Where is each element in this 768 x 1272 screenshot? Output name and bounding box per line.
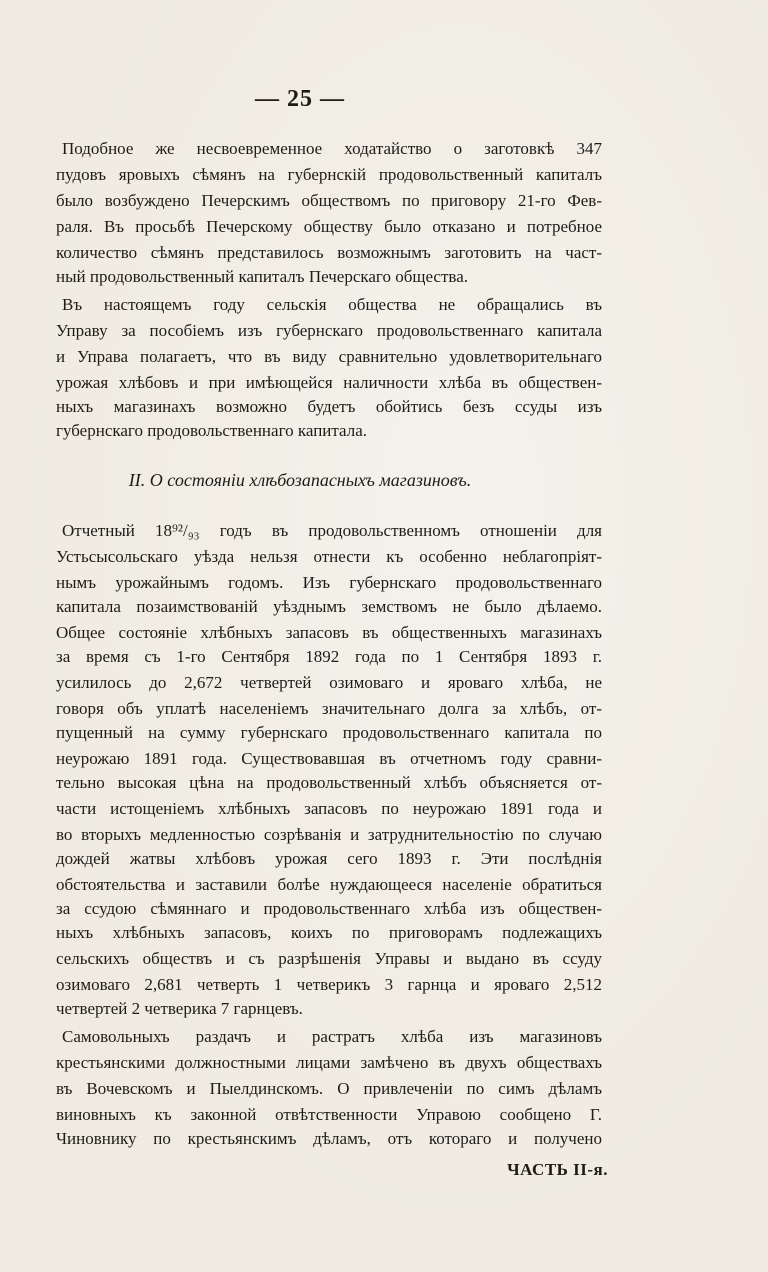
text-line: виновныхъ къ законной отвѣтственности Управою сообщено Г.	[56, 1105, 602, 1124]
text-line: четвертей 2 четверика 7 гарнцевъ.	[56, 999, 303, 1018]
text-line: губернскаго продовольственнаго капитала.	[56, 421, 368, 440]
text-line: сельскихъ обществъ и съ разрѣшенія Управы и выдано въ ссуду	[56, 949, 602, 968]
text-line: капитала позаимствованій уѣзднымъ земствомъ не было дѣлаемо.	[56, 597, 602, 616]
text-line: ныхъ хлѣбныхъ запасовъ, коихъ по приговорамъ подлежащихъ	[56, 923, 602, 942]
text-line: тельно высокая цѣна на продовольственный хлѣбъ объясняется от-	[56, 773, 602, 792]
text-line: дождей жатвы хлѣбовъ урожая сего 1893 г. Эти послѣднія	[56, 849, 602, 868]
text-line: ныхъ магазинахъ возможно будетъ обойтись безъ ссуды изъ	[56, 397, 602, 416]
text-line: нымъ урожайнымъ годомъ. Изъ губернскаго продовольственнаго	[56, 573, 602, 592]
text-line: за ссудою сѣмяннаго и продовольственнаго хлѣба изъ обществен-	[56, 899, 602, 918]
signature-mark: ЧАСТЬ II-я.	[507, 1160, 608, 1179]
page-number: — 25 —	[255, 86, 345, 112]
text-line: крестьянскими должностными лицами замѣчено въ двухъ обществахъ	[56, 1053, 602, 1072]
text-line: Отчетный 18⁹²/₉₃ годъ въ продовольственномъ отношеніи для	[62, 521, 602, 540]
text-line: пудовъ яровыхъ сѣмянъ на губернскій продовольственный капиталъ	[56, 165, 602, 184]
section-heading: II. О состояніи хлѣбозапасныхъ магазиновъ.	[128, 470, 472, 490]
text-line: обстоятельства и заставили болѣе нуждающееся населеніе обратиться	[56, 875, 602, 894]
text-line: количество сѣмянъ представилось возможнымъ заготовить на част-	[56, 243, 602, 262]
text-line: раля. Въ просьбѣ Печерскому обществу было отказано и потребное	[56, 217, 602, 236]
text-line: ный продовольственный капиталъ Печерскаго общества.	[56, 267, 469, 286]
text-line: Чиновнику по крестьянскимъ дѣламъ, отъ котораго и получено	[56, 1129, 602, 1148]
text-line: было возбуждено Печерскимъ обществомъ по приговору 21-го Фев-	[56, 191, 602, 210]
text-line: Общее состояніе хлѣбныхъ запасовъ въ общественныхъ магазинахъ	[56, 623, 602, 642]
text-line: въ Вочевскомъ и Пыелдинскомъ. О привлеченіи по симъ дѣламъ	[56, 1079, 602, 1098]
text-line: пущенный на сумму губернскаго продовольственнаго капитала по	[56, 723, 602, 742]
text-line: неурожаю 1891 года. Существовавшая въ отчетномъ году сравни-	[56, 749, 602, 768]
text-line: Управу за пособіемъ изъ губернскаго продовольственнаго капитала	[56, 321, 602, 340]
text-line: озимоваго 2,681 четверть 1 четверикъ 3 гарнца и яроваго 2,512	[56, 975, 602, 994]
text-line: во вторыхъ медленностью созрѣванія и затруднительностію по случаю	[56, 825, 602, 844]
text-line: и Управа полагаетъ, что въ виду сравнительно удовлетворительнаго	[56, 347, 602, 366]
text-line: Въ настоящемъ году сельскія общества не обращались въ	[62, 295, 602, 314]
text-line: части истощеніемъ хлѣбныхъ запасовъ по неурожаю 1891 года и	[56, 799, 602, 818]
text-line: за время съ 1-го Сентября 1892 года по 1 Сентября 1893 г.	[56, 647, 602, 666]
text-line: говоря объ уплатѣ населеніемъ значительнаго долга за хлѣбъ, от-	[56, 699, 602, 718]
text-line: усилилось до 2,672 четвертей озимоваго и яроваго хлѣба, не	[56, 673, 602, 692]
text-line: Подобное же несвоевременное ходатайство о заготовкѣ 347	[62, 139, 602, 158]
text-line: Самовольныхъ раздачъ и растратъ хлѣба изъ магазиновъ	[62, 1027, 602, 1046]
text-line: Устьсысольскаго уѣзда нельзя отнести къ особенно неблагопріят-	[56, 547, 602, 566]
text-line: урожая хлѣбовъ и при имѣющейся наличности хлѣба въ обществен-	[56, 373, 602, 392]
